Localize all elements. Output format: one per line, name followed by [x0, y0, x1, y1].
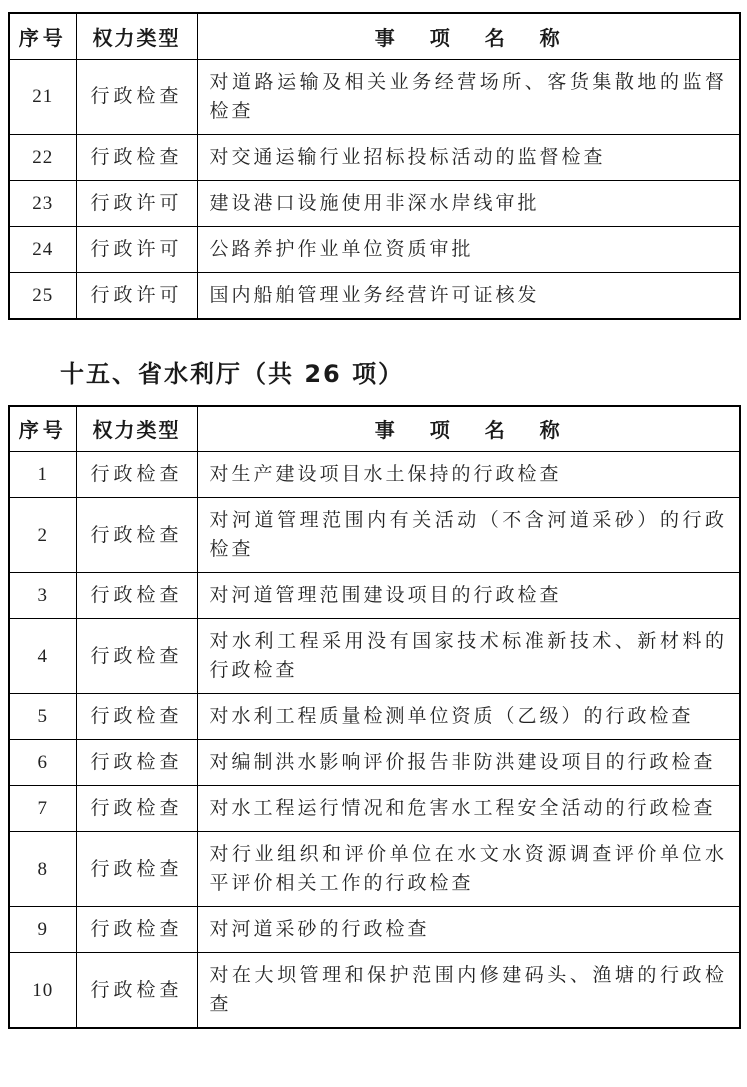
table-row: [9, 619, 740, 694]
column-header-name: 事 项 名 称: [197, 13, 740, 59]
item-name-cell: 对道路运输及相关业务经营场所、客货集散地的监督检查: [197, 59, 740, 134]
power-type-cell: 行政检查: [76, 59, 197, 134]
seq-cell: 22: [9, 134, 76, 180]
seq-cell: 2: [9, 498, 76, 573]
section-heading: 十五、省水利厅（共 26 项）: [60, 359, 405, 388]
column-header-type: 权力类型: [76, 406, 197, 452]
table-row: [9, 740, 740, 786]
table-row: [9, 694, 740, 740]
table-row: [9, 272, 740, 319]
power-type-cell: 行政检查: [76, 573, 197, 619]
table-row: [9, 907, 740, 953]
seq-cell: 23: [9, 180, 76, 226]
item-name-cell: 对生产建设项目水土保持的行政检查: [197, 452, 740, 498]
seq-cell: 5: [9, 694, 76, 740]
table-header-row: [9, 406, 740, 452]
seq-cell: 21: [9, 59, 76, 134]
power-type-cell: 行政检查: [76, 498, 197, 573]
seq-cell: 9: [9, 907, 76, 953]
power-type-cell: 行政检查: [76, 832, 197, 907]
power-type-cell: 行政许可: [76, 226, 197, 272]
item-name-cell: 公路养护作业单位资质审批: [197, 226, 740, 272]
item-name-cell: 对河道管理范围内有关活动（不含河道采砂）的行政检查: [197, 498, 740, 573]
item-name-cell: 国内船舶管理业务经营许可证核发: [197, 272, 740, 319]
table-row: [9, 134, 740, 180]
item-name-cell: 对在大坝管理和保护范围内修建码头、渔塘的行政检查: [197, 953, 740, 1029]
column-header-type: 权力类型: [76, 13, 197, 59]
table-row: [9, 573, 740, 619]
table-row: [9, 786, 740, 832]
table-row: [9, 452, 740, 498]
column-header-name: 事 项 名 称: [197, 406, 740, 452]
seq-cell: 1: [9, 452, 76, 498]
seq-cell: 25: [9, 272, 76, 319]
table-row: [9, 59, 740, 134]
power-type-cell: 行政检查: [76, 452, 197, 498]
table-row: [9, 953, 740, 1029]
seq-cell: 24: [9, 226, 76, 272]
item-name-cell: 对行业组织和评价单位在水文水资源调查评价单位水平评价相关工作的行政检查: [197, 832, 740, 907]
column-header-seq: 序号: [9, 406, 76, 452]
power-type-cell: 行政检查: [76, 694, 197, 740]
power-type-cell: 行政检查: [76, 740, 197, 786]
power-type-cell: 行政检查: [76, 134, 197, 180]
power-type-cell: 行政许可: [76, 272, 197, 319]
power-type-cell: 行政检查: [76, 953, 197, 1029]
power-type-cell: 行政许可: [76, 180, 197, 226]
table-header-row: [9, 13, 740, 59]
item-name-cell: 对编制洪水影响评价报告非防洪建设项目的行政检查: [197, 740, 740, 786]
power-table-water-department: [8, 405, 741, 1030]
item-name-cell: 对水利工程采用没有国家技术标准新技术、新材料的行政检查: [197, 619, 740, 694]
item-name-cell: 对水工程运行情况和危害水工程安全活动的行政检查: [197, 786, 740, 832]
power-table-transport-continued: [8, 12, 741, 320]
table-row: [9, 180, 740, 226]
item-name-cell: 对水利工程质量检测单位资质（乙级）的行政检查: [197, 694, 740, 740]
seq-cell: 8: [9, 832, 76, 907]
table-row: [9, 226, 740, 272]
seq-cell: 4: [9, 619, 76, 694]
column-header-seq: 序号: [9, 13, 76, 59]
seq-cell: 7: [9, 786, 76, 832]
power-type-cell: 行政检查: [76, 619, 197, 694]
item-name-cell: 建设港口设施使用非深水岸线审批: [197, 180, 740, 226]
item-name-cell: 对河道管理范围建设项目的行政检查: [197, 573, 740, 619]
item-name-cell: 对交通运输行业招标投标活动的监督检查: [197, 134, 740, 180]
table-row: [9, 498, 740, 573]
item-name-cell: 对河道采砂的行政检查: [197, 907, 740, 953]
seq-cell: 3: [9, 573, 76, 619]
seq-cell: 6: [9, 740, 76, 786]
power-type-cell: 行政检查: [76, 786, 197, 832]
power-type-cell: 行政检查: [76, 907, 197, 953]
seq-cell: 10: [9, 953, 76, 1029]
table-row: [9, 832, 740, 907]
